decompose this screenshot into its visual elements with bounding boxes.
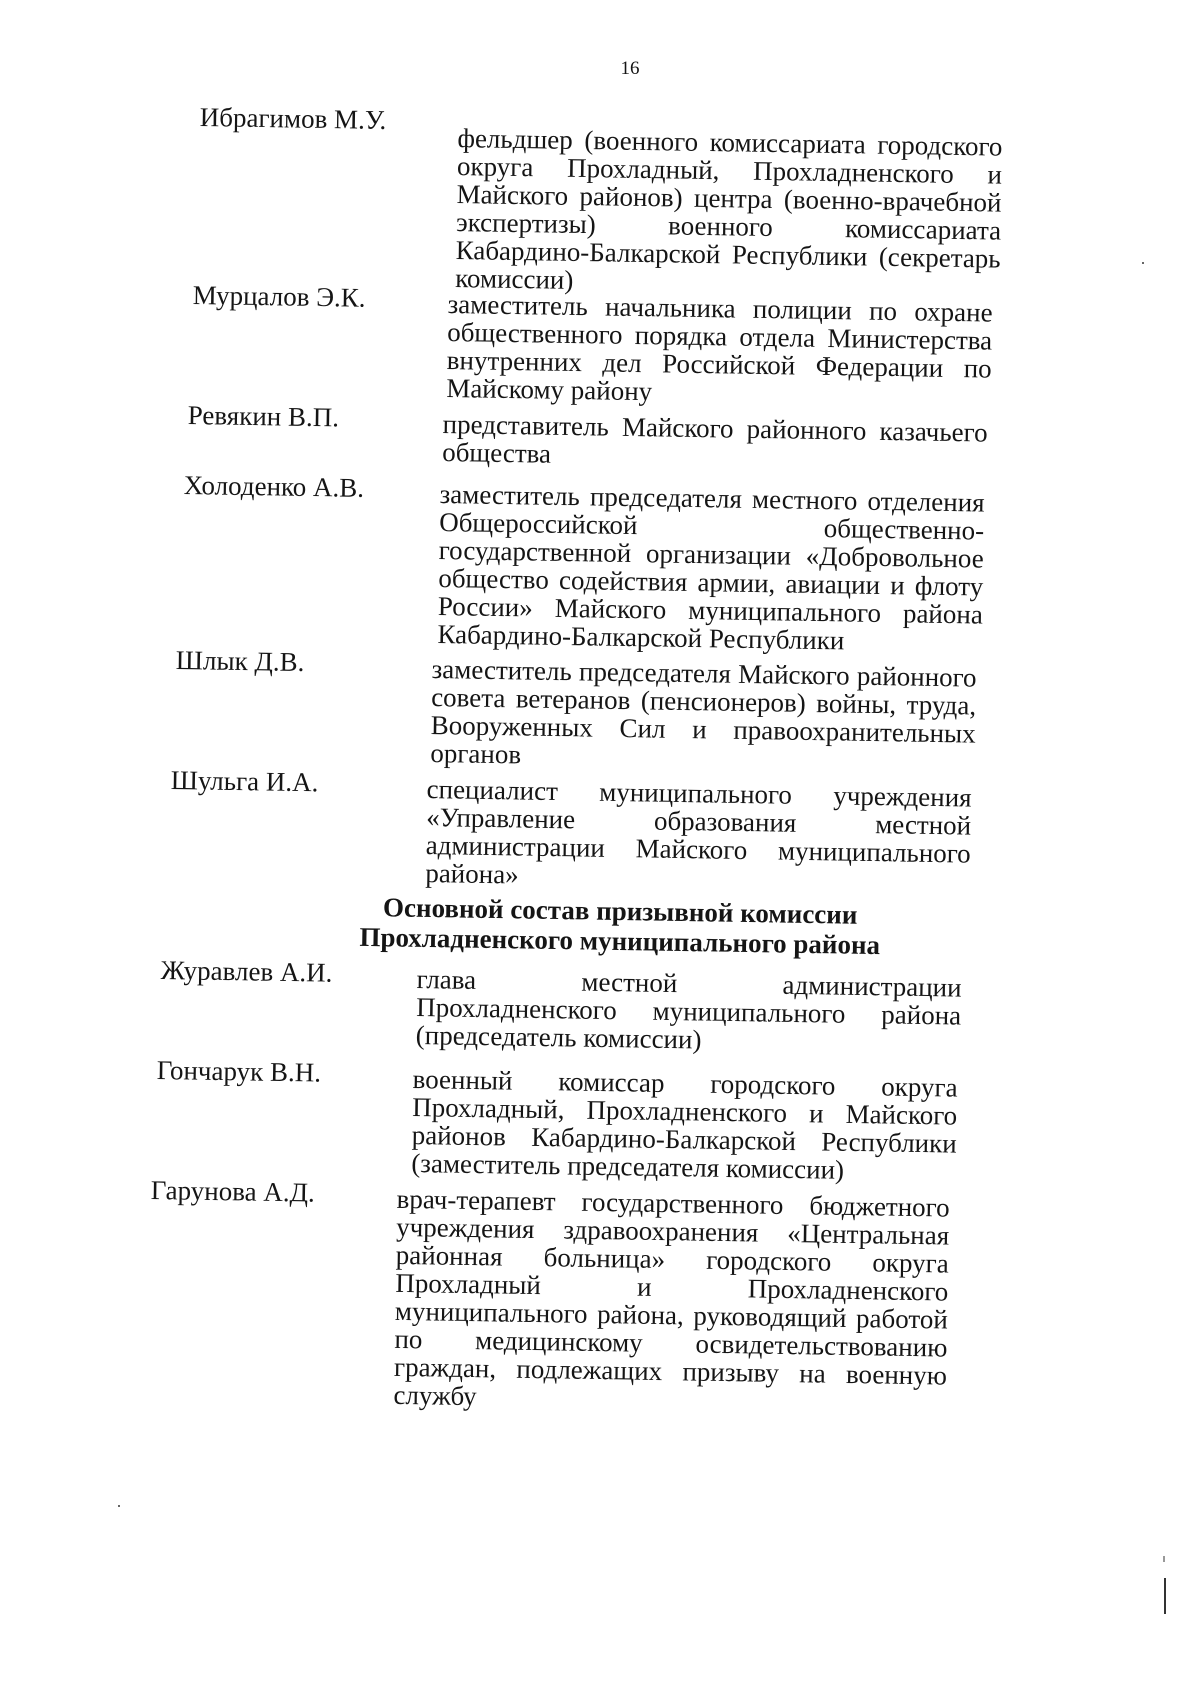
member-role: представитель Майского районного казачьего общества (441, 409, 988, 469)
member-role: глава местной администрации Прохладненского муниципального района (председатель комиссии) (415, 964, 962, 1055)
member-role: фельдшер (военного комиссариата городского округа Прохладный, Прохладненского и Майского районов) центра (военно-врачебной экспертизы) военного комиссариата Кабардино-Балкарской Республики (секретарь комиссии) (455, 123, 1003, 295)
scan-speck (1142, 262, 1144, 264)
page-number: 16 (620, 58, 640, 79)
member-role: специалист муниципального учреждения «Управление образования местной администрации Майского муниципального района» (425, 774, 972, 890)
scan-speck (1163, 1556, 1165, 1562)
scan-edge-mark (1164, 1578, 1166, 1614)
section-heading-line-2: Прохладненского муниципального района (359, 921, 881, 961)
member-name: Холоденко А.В. (183, 470, 365, 503)
member-name: Мурцалов Э.К. (192, 280, 366, 313)
member-role: заместитель председателя местного отделения Общероссийской общественно-государственной организации «Добровольное общество содействия армии, авиации и флоту России» Майского муниципального района Кабардино-Балкарской Республики (437, 479, 985, 656)
member-name: Ревякин В.П. (187, 400, 340, 433)
member-role: военный комиссар городского округа Прохладный, Прохладненского и Майского районов Кабардино-Балкарской Республики (заместитель председателя комиссии) (411, 1064, 958, 1185)
member-name: Гончарук В.Н. (156, 1055, 322, 1088)
member-role: врач-терапевт государственного бюджетного учреждения здравоохранения «Центральная районная больница» городского округа Прохладный и Прохладненского муниципального района, руководящий работой по медицинскому освидетельствованию граждан, подлежащих призыву на военную службу (393, 1183, 950, 1412)
member-role: заместитель начальника полиции по охране общественного порядка отдела Министерства внутренних дел Российской Федерации по Майскому району (446, 289, 993, 407)
member-name: Ибрагимов М.У. (199, 102, 387, 135)
member-role: заместитель председателя Майского районного совета ветеранов (пенсионеров) войны, труда, Вооруженных Сил и правоохранительных органов (430, 654, 977, 770)
member-name: Журавлев А.И. (160, 955, 333, 988)
member-name: Шлык Д.В. (175, 645, 305, 678)
member-name: Шульга И.А. (170, 765, 319, 798)
member-name: Гарунова А.Д. (150, 1175, 316, 1208)
section-heading-line-1: Основной состав призывной комиссии (382, 892, 858, 930)
section-heading (260, 890, 981, 961)
scan-speck (118, 1505, 120, 1507)
